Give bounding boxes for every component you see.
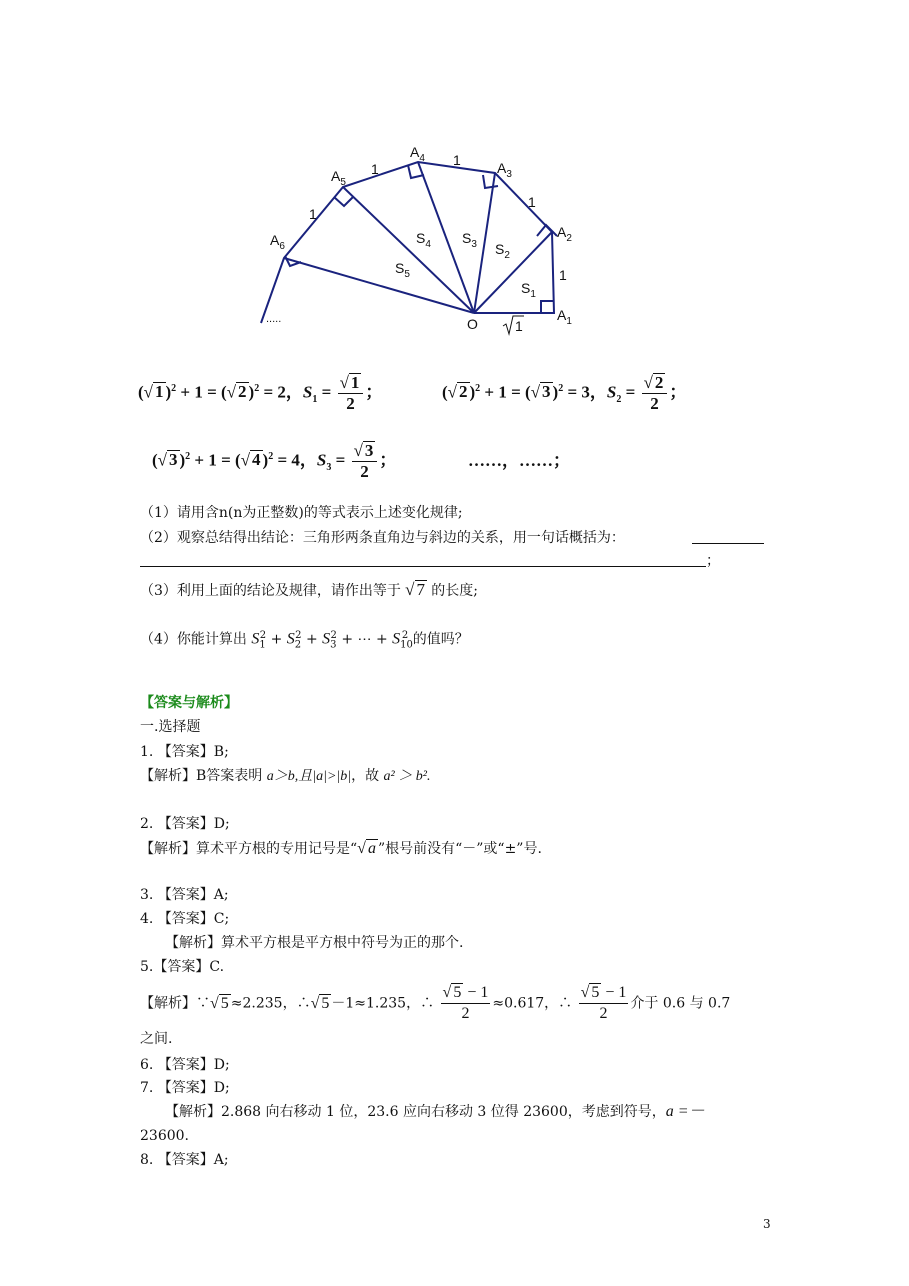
answer-blank-1 bbox=[692, 543, 764, 544]
label-s4: $S_4$ bbox=[416, 230, 431, 250]
label-one-a6a5: 1 bbox=[309, 206, 317, 222]
label-a6: $A_6$ bbox=[270, 232, 285, 252]
label-one-a3a2: 1 bbox=[528, 194, 536, 210]
section-title: 一.选择题 bbox=[140, 719, 201, 735]
label-a1: $A_1$ bbox=[557, 307, 572, 327]
label-s1: $S_1$ bbox=[521, 280, 536, 300]
answer-3: 3. 【答案】A; bbox=[140, 887, 229, 903]
answer-5: 5.【答案】C. bbox=[140, 959, 225, 975]
formula-1: (√ 1 )$^2$ + 1 = (√ 2 )$^2$ = 2，$S_1$ = $\frac{√ 1}{2}$ ； bbox=[138, 373, 383, 413]
label-a3: $A_3$ bbox=[497, 160, 512, 180]
right-angle-a2 bbox=[537, 225, 557, 236]
right-angle-a5 bbox=[334, 197, 353, 206]
label-one-a2a1: 1 bbox=[559, 267, 567, 283]
page-number: 3 bbox=[763, 1217, 771, 1231]
label-dots: ..... bbox=[266, 313, 282, 325]
answer-7: 7. 【答案】D; bbox=[140, 1080, 230, 1096]
label-a2: $A_2$ bbox=[557, 224, 572, 244]
label-o: O bbox=[467, 316, 478, 332]
right-angle-a1 bbox=[541, 301, 554, 313]
question-1: （1）请用含n(n为正整数)的等式表示上述变化规律; bbox=[140, 505, 463, 521]
answer-blank-2 bbox=[140, 566, 706, 567]
question-3: （3）利用上面的结论及规律，请作出等于 √ 7 的长度; bbox=[140, 580, 478, 599]
answer-7-explanation-cont: 23600. bbox=[140, 1128, 189, 1144]
answer-2: 2. 【答案】D; bbox=[140, 816, 230, 832]
label-s3: $S_3$ bbox=[462, 230, 477, 250]
spiral-figure bbox=[0, 0, 909, 360]
answer-1-explanation: 【解析】B答案表明 a＞b,且|a|>|b|，故 a² ＞ b². bbox=[140, 768, 431, 784]
answer-7-explanation: 【解析】2.868 向右移动 1 位，23.6 应向右移动 3 位得 23600，考虑到符号，a =－ bbox=[165, 1103, 705, 1120]
label-sqrt-one: 1 bbox=[515, 318, 523, 334]
formula-ellipsis: ……，……； bbox=[468, 451, 570, 470]
formula-3: (√ 3 )$^2$ + 1 = (√ 4 )$^2$ = 4，$S_3$ = $\frac{√ 3}{2}$ ； bbox=[152, 441, 397, 481]
answer-6: 6. 【答案】D; bbox=[140, 1057, 230, 1073]
label-a4: $A_4$ bbox=[410, 144, 425, 164]
question-2: （2）观察总结得出结论：三角形两条直角边与斜边的关系，用一句话概括为： bbox=[140, 530, 625, 546]
label-one-a4a3: 1 bbox=[453, 152, 461, 168]
answer-2-explanation: 【解析】算术平方根的专用记号是“√ a ”根号前没有“－”或“±”号. bbox=[140, 840, 542, 857]
question-4: （4）你能计算出 $S_1^2 + S_2^2 + S_3^2$ + ⋯ + $S_{10}^2$ 的值吗？ bbox=[140, 630, 469, 651]
answer-4-explanation: 【解析】算术平方根是平方根中符号为正的那个. bbox=[165, 935, 464, 951]
answers-heading: 【答案与解析】 bbox=[140, 695, 238, 711]
formula-2: (√ 2 )$^2$ + 1 = (√ 3 )$^2$ = 3，$S_2$ = $\frac{√ 2}{2}$ ； bbox=[442, 373, 687, 413]
label-s5: $S_5$ bbox=[395, 260, 410, 280]
answer-8: 8. 【答案】A; bbox=[140, 1152, 229, 1168]
answer-4: 4. 【答案】C; bbox=[140, 911, 230, 927]
label-s2: $S_2$ bbox=[495, 241, 510, 261]
spiral-outline bbox=[261, 162, 554, 323]
label-a5: $A_5$ bbox=[331, 168, 346, 188]
answer-5-explanation-cont: 之间. bbox=[140, 1031, 173, 1047]
answer-5-explanation: 【解析】∵√ 5 ≈2.235，∴√ 5 －1≈1.235，∴ $\frac{√ 5 - 1}{2}$ ≈0.617，∴ $\frac{√ 5 - 1}{2}$ 介于 0.6 与 0.7 bbox=[140, 984, 731, 1022]
label-one-a5a4: 1 bbox=[371, 161, 379, 177]
spoke-a3 bbox=[474, 173, 495, 313]
right-angle-a3 bbox=[483, 175, 498, 188]
answer-1: 1. 【答案】B; bbox=[140, 744, 229, 760]
question-2-end: ； bbox=[706, 553, 720, 569]
